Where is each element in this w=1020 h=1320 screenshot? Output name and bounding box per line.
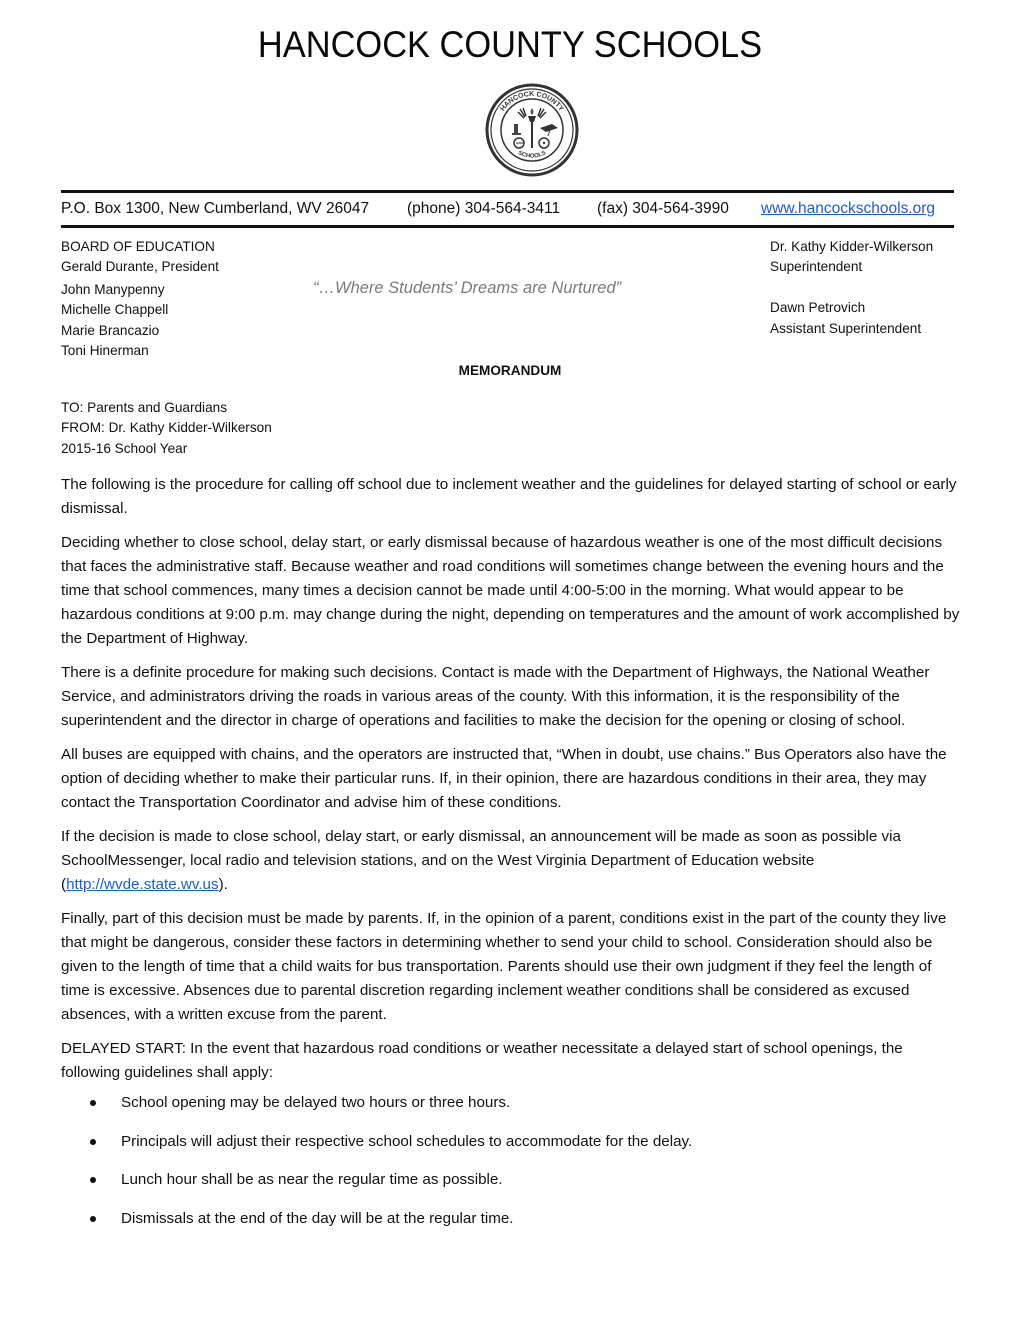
fax-number: (fax) 304-564-3990 bbox=[597, 200, 729, 217]
steering-wheel-icon bbox=[539, 138, 549, 148]
list-item: Principals will adjust their respective school schedules to accommodate for the delay. bbox=[61, 1130, 961, 1154]
board-heading: BOARD OF EDUCATION bbox=[61, 239, 215, 254]
memo-to: TO: Parents and Guardians bbox=[61, 400, 227, 415]
list-item: School opening may be delayed two hours or three hours. bbox=[61, 1091, 961, 1115]
microscope-icon bbox=[512, 124, 521, 135]
board-member: Gerald Durante, President bbox=[61, 259, 219, 275]
bullet-icon bbox=[90, 1216, 96, 1222]
board-member: Marie Brancazio bbox=[61, 322, 160, 338]
header-rule-top bbox=[61, 190, 954, 193]
paragraph-buses: All buses are equipped with chains, and the operators are instructed that, “When in doubt, use chains.” Bus Operators also have the option of deciding whether to make their particular runs. If, in their opinion, there are hazardous conditions in their area, they may contact the Transportation Coordinator and advise him of these conditions. bbox=[61, 746, 947, 811]
board-member: Toni Hinerman bbox=[61, 343, 149, 359]
memo-body bbox=[61, 473, 961, 1245]
svg-text:HANCOCK COUNTY: HANCOCK COUNTY bbox=[499, 90, 565, 113]
svg-text:SCHOOLS: SCHOOLS bbox=[516, 150, 548, 160]
phone-number: (phone) 304-564-3411 bbox=[407, 200, 561, 217]
board-member: Michelle Chappell bbox=[61, 302, 169, 318]
graduation-cap-icon bbox=[540, 124, 558, 136]
memo-header bbox=[61, 398, 272, 459]
board-member: John Manypenny bbox=[61, 281, 165, 297]
address: P.O. Box 1300, New Cumberland, WV 26047 bbox=[61, 200, 370, 217]
bullet-icon bbox=[90, 1139, 96, 1145]
assistant-superintendent-title: Assistant Superintendent bbox=[770, 320, 922, 336]
paragraph-procedure: There is a definite procedure for making such decisions. Contact is made with the Department of Highways, the National Weather Service, and administrators driving the roads in various areas of the county. With this information, it is the responsibility of the superintendent and the director in charge of operations and facilities to make the decision for the opening or closing of school. bbox=[61, 664, 930, 729]
district-seal-logo bbox=[484, 82, 580, 178]
paragraph-deciding: Deciding whether to close school, delay start, or early dismissal because of hazardous weather is one of the most difficult decisions that faces the administrative staff. Because weather and road conditions will sometimes change between the evening hours and the time that school commences, many times a decision cannot be made until 4:00-5:00 in the morning. What would appear to be hazardous conditions at 9:00 p.m. may change during the night, depending on temperatures and the amount of work accomplished by the Department of Highway. bbox=[61, 534, 960, 647]
memo-year: 2015-16 School Year bbox=[61, 440, 188, 456]
paragraph-delayed-start: DELAYED START: In the event that hazardous road conditions or weather necessitate a delayed start of school openings, the following guidelines shall apply: bbox=[61, 1040, 903, 1081]
paragraph-intro: The following is the procedure for calling off school due to inclement weather and the guidelines for delayed starting of school or early dismissal. bbox=[61, 476, 957, 517]
wvde-link[interactable]: http://wvde.state.wv.us bbox=[66, 876, 219, 893]
bullet-icon bbox=[90, 1100, 96, 1106]
header-rule-bottom bbox=[61, 225, 954, 228]
delayed-start-guidelines bbox=[61, 1091, 961, 1231]
football-helmet-icon bbox=[514, 138, 524, 148]
superintendent-title: Superintendent bbox=[770, 259, 863, 275]
assistant-superintendent-name: Dawn Petrovich bbox=[770, 300, 866, 316]
memo-from: FROM: Dr. Kathy Kidder-Wilkerson bbox=[61, 420, 272, 436]
paragraph-parents: Finally, part of this decision must be made by parents. If, in the opinion of a parent, conditions exist in the part of the county they live that might be dangerous, consider these factors in determining whether to send your child to school. Consideration should also be given to the length of time that a child waits for bus transportation. Parents should use their own judgment if they feel the length of time is excessive. Absences due to parental discretion regarding inclement weather conditions shall be considered as excused absences, with a written excuse from the parent. bbox=[61, 910, 947, 1023]
district-motto: “…Where Students’ Dreams are Nurtured” bbox=[313, 279, 622, 297]
paragraph-announcement: If the decision is made to close school, delay start, or early dismissal, an announcement will be made as soon as possible via SchoolMessenger, local radio and television stations, and on the West Virginia Department of Education website (http://wvde.state.wv.us). bbox=[61, 828, 901, 893]
board-of-education bbox=[61, 237, 219, 361]
list-item: Lunch hour shall be as near the regular time as possible. bbox=[61, 1168, 961, 1192]
contact-line bbox=[61, 200, 954, 222]
superintendent-name: Dr. Kathy Kidder-Wilkerson bbox=[770, 239, 934, 254]
torch-icon bbox=[528, 108, 536, 148]
seal-icon bbox=[484, 82, 580, 178]
bullet-icon bbox=[90, 1177, 96, 1183]
page-title: HANCOCK COUNTY SCHOOLS bbox=[257, 24, 763, 65]
website-link[interactable]: www.hancockschools.org bbox=[761, 200, 936, 217]
administration bbox=[770, 237, 933, 339]
list-item: Dismissals at the end of the day will be at the regular time. bbox=[61, 1207, 961, 1231]
memo-title: MEMORANDUM bbox=[458, 363, 562, 378]
